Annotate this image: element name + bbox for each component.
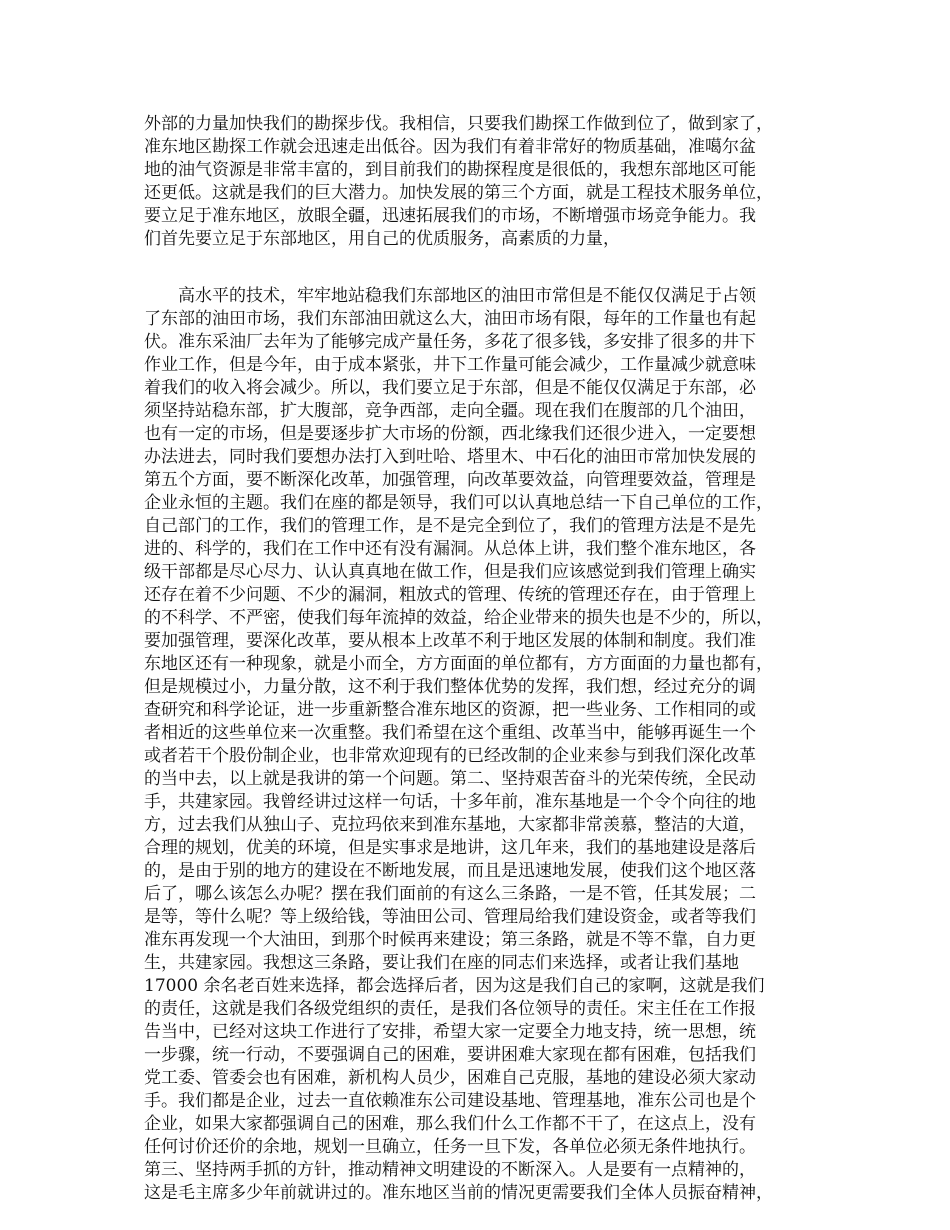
text-line: 办法进去，同时我们要想办法打入到吐哈、塔里木、中石化的油田市常加快发展的 (144, 447, 756, 467)
paragraph-2 (144, 285, 824, 1205)
text-line: 的，是由于别的地方的建设在不断地发展，而且是迅速地发展，使我们这个地区落 (144, 861, 756, 881)
text-line: 的当中去，以上就是我讲的第一个问题。第二、坚持艰苦奋斗的光荣传统，全民动 (144, 769, 756, 789)
text-line: 第三、坚持两手抓的方针，推动精神文明建设的不断深入。人是要有一点精神的， (144, 1160, 756, 1180)
text-line: 查研究和科学论证，进一步重新整合准东地区的资源，把一些业务、工作相同的或 (144, 700, 756, 720)
text-line: 东地区还有一种现象，就是小而全，方方面面的单位都有，方方面面的力量也都有， (144, 654, 773, 674)
text-line: 要加强管理，要深化改革，要从根本上改革不利于地区发展的体制和制度。我们准 (144, 631, 756, 651)
text-line: 第五个方面，要不断深化改革，加强管理，向改革要效益，向管理要效益，管理是 (144, 470, 756, 490)
text-line: 级干部都是尽心尽力、认认真真地在做工作，但是我们应该感觉到我们管理上确实 (144, 562, 756, 582)
text-line: 准东再发现一个大油田，到那个时候再来建设；第三条路，就是不等不靠，自力更 (144, 930, 756, 950)
text-line: 党工委、管委会也有困难，新机构人员少，困难自己克服，基地的建设必须大家动 (144, 1068, 756, 1088)
text-line: 要立足于准东地区，放眼全疆，迅速拓展我们的市场，不断增强市场竞争能力。我 (144, 206, 756, 226)
text-line: 着我们的收入将会减少。所以，我们要立足于东部，但是不能仅仅满足于东部，必 (144, 378, 756, 398)
paragraph-gap (144, 251, 824, 285)
text-line: 任何讨价还价的余地，规划一旦确立，任务一旦下发，各单位必须无条件地执行。 (144, 1137, 756, 1157)
text-line: 外部的力量加快我们的勘探步伐。我相信，只要我们勘探工作做到位了，做到家了， (144, 114, 773, 134)
text-line: 的责任，这就是我们各级党组织的责任，是我们各位领导的责任。宋主任在工作报 (144, 999, 756, 1019)
text-line: 是等，等什么呢？等上级给钱，等油田公司、管理局给我们建设资金，或者等我们 (144, 907, 756, 927)
paragraph-1 (144, 113, 824, 251)
text-line: 了东部的油田市场，我们东部油田就这么大，油田市场有限，每年的工作量也有起 (144, 309, 756, 329)
text-line: 但是规模过小，力量分散，这不利于我们整体优势的发挥，我们想，经过充分的调 (144, 677, 756, 697)
text-line: 自己部门的工作，我们的管理工作，是不是完全到位了，我们的管理方法是不是先 (144, 516, 756, 536)
text-line: 作业工作，但是今年，由于成本紧张，井下工作量可能会减少，工作量减少就意味 (144, 355, 756, 375)
text-line: 还存在着不少问题、不少的漏洞，粗放式的管理、传统的管理还存在，由于管理上 (144, 585, 756, 605)
text-line: 准东地区勘探工作就会迅速走出低谷。因为我们有着非常好的物质基础，准噶尔盆 (144, 137, 756, 157)
text-line: 们首先要立足于东部地区，用自己的优质服务，高素质的力量， (144, 229, 620, 249)
text-line: 高水平的技术，牢牢地站稳我们东部地区的油田市常但是不能仅仅满足于占领 (178, 286, 756, 306)
text-line: 方，过去我们从独山子、克拉玛依来到准东基地，大家都非常羡慕，整洁的大道， (144, 815, 756, 835)
text-line: 手，共建家园。我曾经讲过这样一句话，十多年前，准东基地是一个令个向往的地 (144, 792, 756, 812)
text-line: 17000 余名老百姓来选择，都会选择后者，因为这是我们自己的家啊，这就是我们 (144, 976, 765, 996)
text-line: 进的、科学的，我们在工作中还有没有漏洞。从总体上讲，我们整个准东地区，各 (144, 539, 756, 559)
text-line: 生，共建家园。我想这三条路，要让我们在座的同志们来选择，或者让我们基地 (144, 953, 739, 973)
text-line: 还更低。这就是我们的巨大潜力。加快发展的第三个方面，就是工程技术服务单位， (144, 183, 773, 203)
text-line: 者相近的这些单位来一次重整。我们希望在这个重组、改革当中，能够再诞生一个 (144, 723, 756, 743)
text-line: 告当中，已经对这块工作进行了安排，希望大家一定要全力地支持，统一思想，统 (144, 1022, 756, 1042)
document-page (144, 113, 824, 1205)
text-line: 企业，如果大家都强调自己的困难，那么我们什么工作都不干了，在这点上，没有 (144, 1114, 756, 1134)
text-line: 后了，哪么该怎么办呢？摆在我们面前的有这么三条路，一是不管，任其发展；二 (144, 884, 756, 904)
text-line: 地的油气资源是非常丰富的，到目前我们的勘探程度是很低的，我想东部地区可能 (144, 160, 756, 180)
text-line: 也有一定的市场，但是要逐步扩大市场的份额，西北缘我们还很少进入，一定要想 (144, 424, 756, 444)
text-line: 一步骤，统一行动，不要强调自己的困难，要讲困难大家现在都有困难，包括我们 (144, 1045, 756, 1065)
text-line: 这是毛主席多少年前就讲过的。准东地区当前的情况更需要我们全体人员振奋精神， (144, 1183, 773, 1203)
text-line: 企业永恒的主题。我们在座的都是领导，我们可以认真地总结一下自己单位的工作， (144, 493, 773, 513)
text-line: 或者若干个股份制企业，也非常欢迎现有的已经改制的企业来参与到我们深化改革 (144, 746, 756, 766)
text-line: 须坚持站稳东部，扩大腹部，竞争西部，走向全疆。现在我们在腹部的几个油田， (144, 401, 756, 421)
text-line: 伏。准东采油厂去年为了能够完成产量任务，多花了很多钱，多安排了很多的井下 (144, 332, 756, 352)
text-line: 手。我们都是企业，过去一直依赖准东公司建设基地、管理基地，准东公司也是个 (144, 1091, 756, 1111)
text-line: 合理的规划，优美的环境，但是实事求是地讲，这几年来，我们的基地建设是落后 (144, 838, 756, 858)
text-line: 的不科学、不严密，使我们每年流掉的效益，给企业带来的损失也是不少的，所以， (144, 608, 773, 628)
